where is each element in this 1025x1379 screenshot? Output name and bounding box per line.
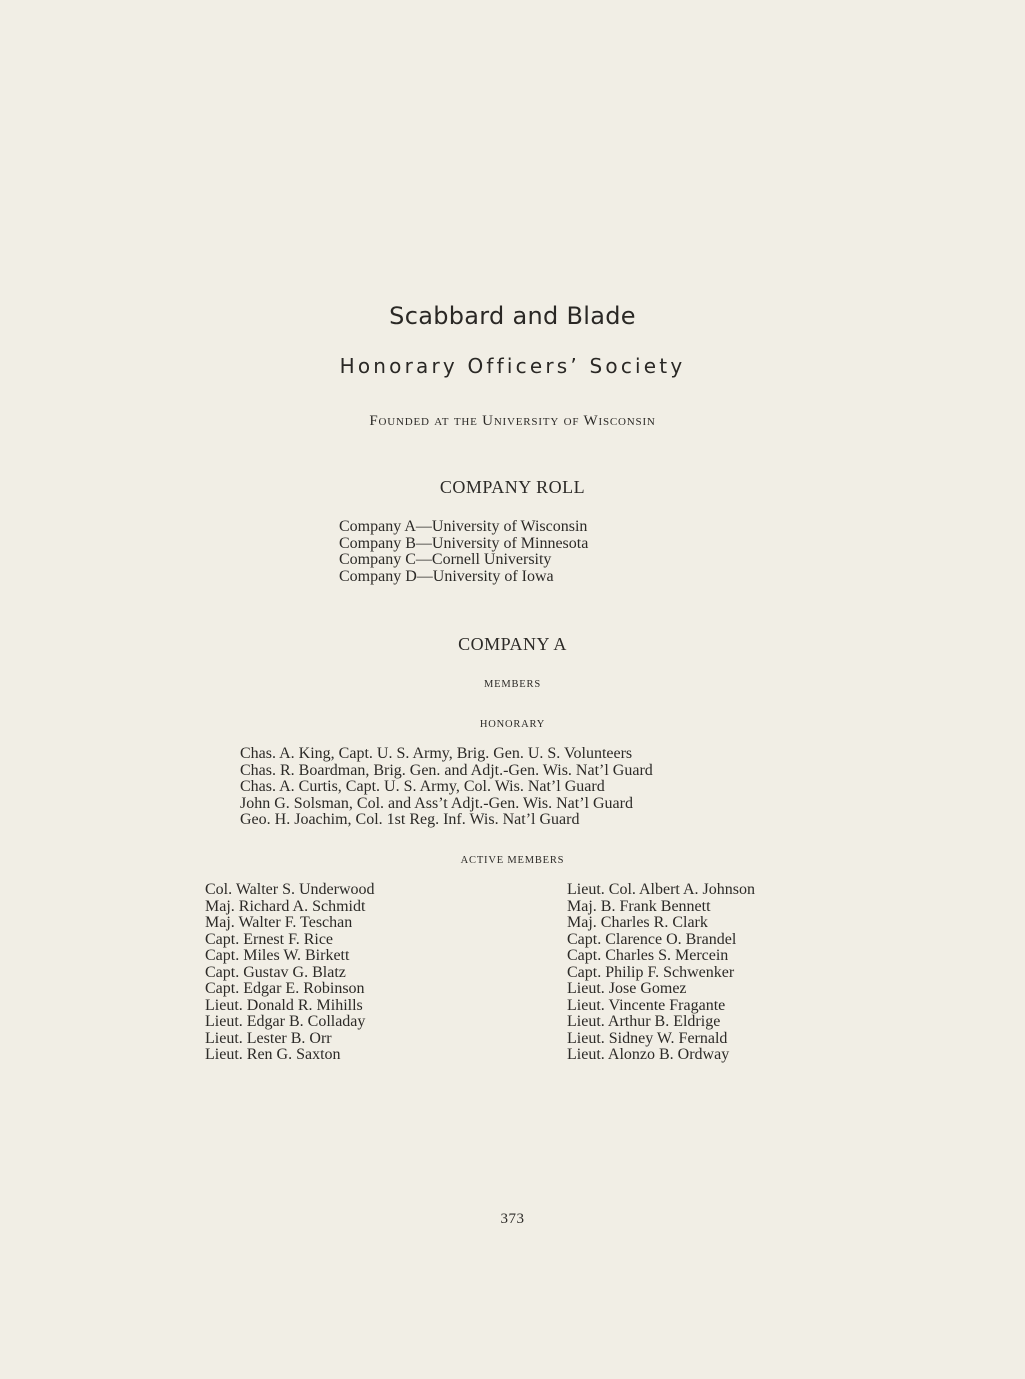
honorary-member: Chas. A. Curtis, Capt. U. S. Army, Col. Wis. Nat’l Guard	[240, 778, 605, 795]
active-member: Lieut. Sidney W. Fernald	[567, 1029, 728, 1047]
active-members-right-column	[567, 882, 755, 1064]
company-roll-heading: COMPANY ROLL	[439, 477, 586, 497]
active-members-label: ACTIVE MEMBERS	[460, 855, 565, 866]
active-member: Capt. Philip F. Schwenker	[567, 963, 735, 981]
active-member: Lieut. Edgar B. Colladay	[205, 1013, 366, 1030]
active-member: Lieut. Ren G. Saxton	[205, 1046, 341, 1063]
honorary-label: HONORARY	[479, 719, 546, 730]
active-member: Lieut. Lester B. Orr	[205, 1029, 332, 1047]
members-label: MEMBERS	[484, 679, 541, 690]
active-member: Maj. Charles R. Clark	[567, 914, 708, 931]
honorary-member: Chas. A. King, Capt. U. S. Army, Brig. Gen. U. S. Volunteers	[240, 745, 633, 762]
active-member: Lieut. Jose Gomez	[567, 980, 687, 997]
company-roll-item: Company D—University of Iowa	[339, 567, 554, 585]
active-member: Lieut. Alonzo B. Ordway	[567, 1046, 730, 1063]
company-roll-item: Company B—University of Minnesota	[339, 534, 589, 552]
active-member: Capt. Edgar E. Robinson	[205, 980, 365, 997]
active-member: Maj. B. Frank Bennett	[567, 897, 711, 915]
company-roll-item: Company C—Cornell University	[339, 551, 552, 568]
active-member: Col. Walter S. Underwood	[205, 881, 375, 898]
active-member: Lieut. Col. Albert A. Johnson	[567, 881, 755, 898]
active-member: Lieut. Vincente Fragante	[567, 996, 726, 1014]
founded-line: Founded at the University of Wisconsin	[369, 413, 656, 429]
honorary-member: Chas. R. Boardman, Brig. Gen. and Adjt.-Gen. Wis. Nat’l Guard	[240, 761, 653, 779]
active-member: Capt. Clarence O. Brandel	[567, 930, 737, 948]
honorary-member: John G. Solsman, Col. and Ass’t Adjt.-Gen. Wis. Nat’l Guard	[240, 794, 633, 812]
company-roll-list	[339, 519, 588, 585]
page-number: 373	[500, 1211, 525, 1227]
company-a-heading: COMPANY A	[458, 634, 567, 654]
honorary-members-list	[240, 746, 653, 829]
active-member: Capt. Gustav G. Blatz	[205, 963, 346, 981]
active-member: Lieut. Donald R. Mihills	[205, 996, 363, 1014]
active-member: Capt. Miles W. Birkett	[205, 947, 350, 964]
honorary-member: Geo. H. Joachim, Col. 1st Reg. Inf. Wis. Nat’l Guard	[240, 811, 580, 828]
active-member: Lieut. Arthur B. Eldrige	[567, 1013, 721, 1030]
active-member: Capt. Ernest F. Rice	[205, 930, 334, 948]
active-members-left-column	[205, 882, 375, 1064]
active-member: Maj. Richard A. Schmidt	[205, 897, 366, 915]
page-subtitle: Honorary Officers’ Society	[339, 354, 686, 378]
company-roll-item: Company A—University of Wisconsin	[339, 518, 588, 535]
active-member: Capt. Charles S. Mercein	[567, 947, 729, 964]
active-member: Maj. Walter F. Teschan	[205, 914, 353, 931]
page-title: Scabbard and Blade	[389, 302, 636, 330]
